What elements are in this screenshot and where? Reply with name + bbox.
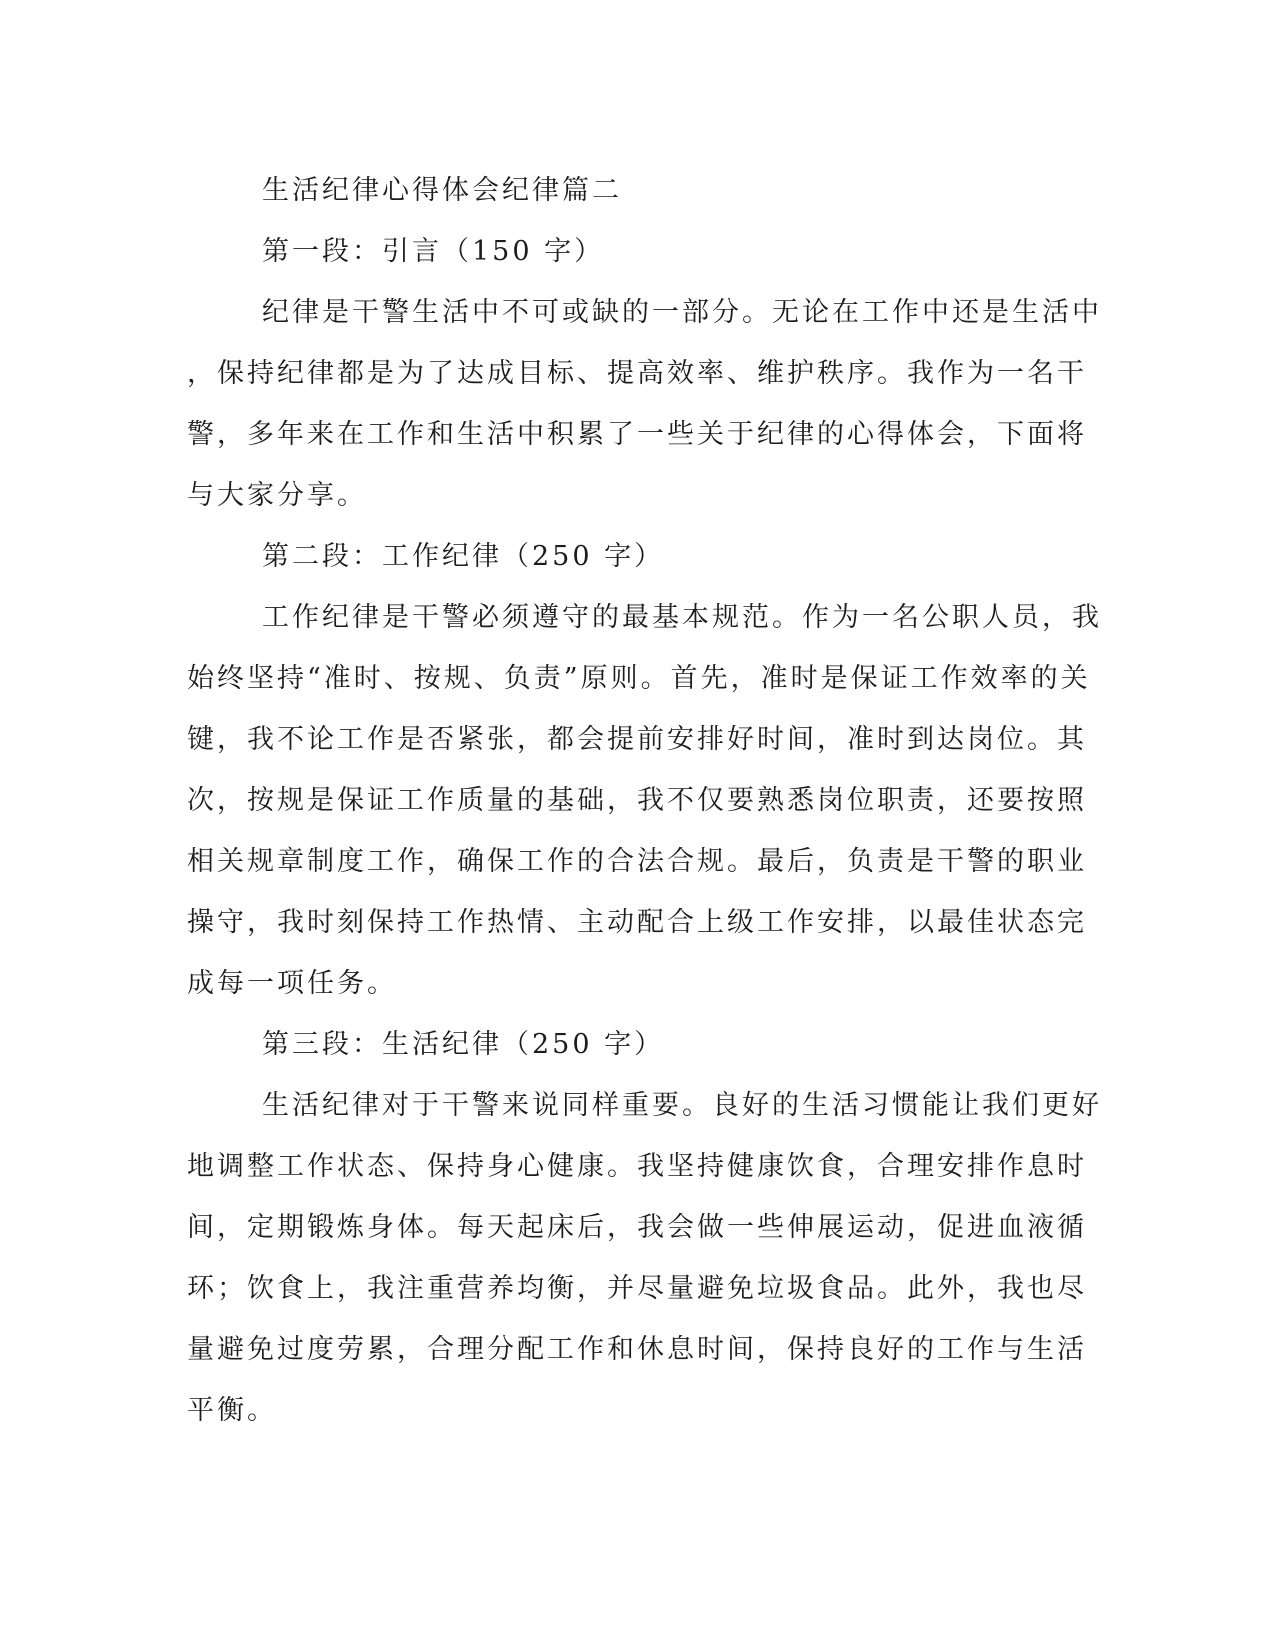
paragraph-line: 环；饮食上，我注重营养均衡，并尽量避免垃圾食品。此外，我也尽	[187, 1273, 1087, 1304]
paragraph-line: ，保持纪律都是为了达成目标、提高效率、维护秩序。我作为一名干	[187, 358, 1087, 389]
paragraph-line: 次，按规是保证工作质量的基础，我不仅要熟悉岗位职责，还要按照	[187, 785, 1087, 816]
paragraph-line: 警，多年来在工作和生活中积累了一些关于纪律的心得体会，下面将	[187, 419, 1087, 450]
section-heading-intro: 第一段：引言（150 字）	[262, 236, 605, 267]
paragraph-line: 平衡。	[187, 1395, 277, 1426]
paragraph-line: 量避免过度劳累，合理分配工作和休息时间，保持良好的工作与生活	[187, 1334, 1087, 1365]
paragraph-line: 相关规章制度工作，确保工作的合法合规。最后，负责是干警的职业	[187, 846, 1087, 877]
paragraph-work-discipline	[187, 587, 1102, 1014]
paragraph-line: 生活纪律对于干警来说同样重要。良好的生活习惯能让我们更好	[262, 1090, 1102, 1121]
paragraph-life-discipline	[187, 1075, 1102, 1441]
paragraph-line: 操守，我时刻保持工作热情、主动配合上级工作安排，以最佳状态完	[187, 907, 1087, 938]
section-heading-work-discipline: 第二段：工作纪律（250 字）	[262, 541, 665, 572]
document-body	[187, 160, 1102, 1441]
document-title: 生活纪律心得体会纪律篇二	[262, 175, 622, 206]
section-heading-life-discipline: 第三段：生活纪律（250 字）	[262, 1029, 665, 1060]
paragraph-line: 与大家分享。	[187, 480, 367, 511]
paragraph-line: 成每一项任务。	[187, 968, 397, 999]
paragraph-line: 地调整工作状态、保持身心健康。我坚持健康饮食，合理安排作息时	[187, 1151, 1087, 1182]
paragraph-line: 始终坚持“准时、按规、负责”原则。首先，准时是保证工作效率的关	[187, 663, 1091, 694]
paragraph-intro	[187, 282, 1102, 526]
paragraph-line: 纪律是干警生活中不可或缺的一部分。无论在工作中还是生活中	[262, 297, 1102, 328]
paragraph-line: 间，定期锻炼身体。每天起床后，我会做一些伸展运动，促进血液循	[187, 1212, 1087, 1243]
paragraph-line: 工作纪律是干警必须遵守的最基本规范。作为一名公职人员，我	[262, 602, 1102, 633]
paragraph-line: 键，我不论工作是否紧张，都会提前安排好时间，准时到达岗位。其	[187, 724, 1087, 755]
